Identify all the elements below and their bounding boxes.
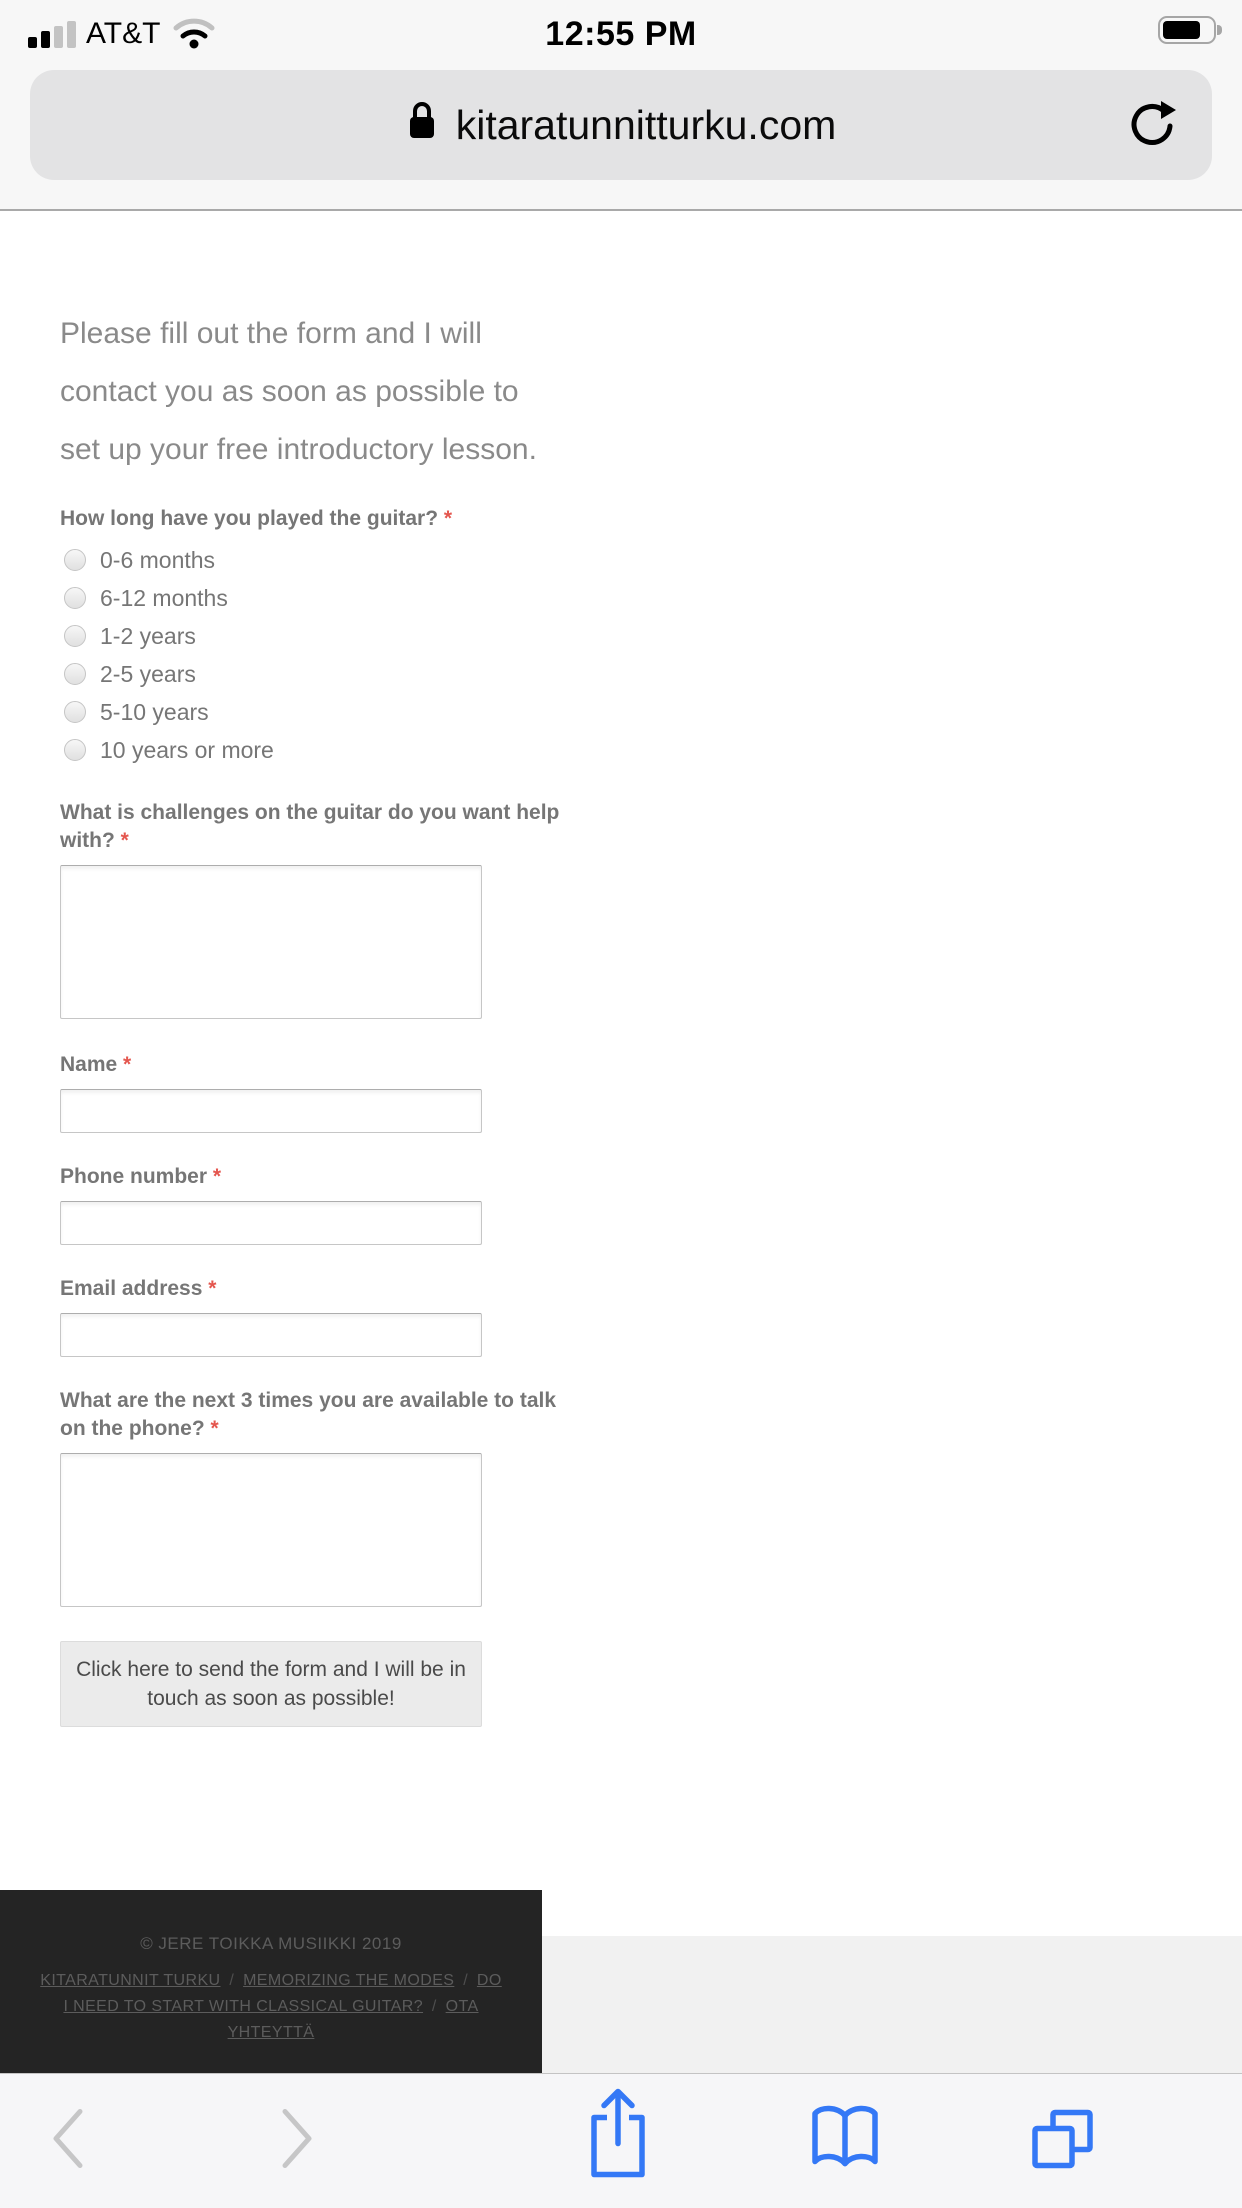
submit-button-line1: Click here to send the form and I will be in [76, 1658, 466, 1681]
footer-link-kitaratunnit-turku[interactable]: KITARATUNNIT TURKU [40, 1972, 221, 1989]
submit-button[interactable] [60, 1641, 482, 1727]
footer-link-separator: / [229, 1972, 235, 1989]
experience-question-text: How long have you played the guitar? [60, 507, 439, 530]
radio-option-label: 0-6 months [100, 546, 216, 573]
radio-button-icon[interactable] [64, 663, 86, 685]
experience-radio-group [60, 541, 482, 769]
reload-icon[interactable] [1124, 98, 1178, 152]
required-asterisk: * [120, 829, 129, 852]
phone-label [60, 1163, 560, 1191]
experience-question-label [60, 505, 560, 533]
radio-option-6-12-months[interactable] [60, 579, 482, 617]
required-asterisk: * [443, 507, 453, 530]
forward-icon[interactable] [279, 2108, 315, 2175]
back-icon[interactable] [50, 2108, 86, 2175]
carrier-label: AT&T [86, 17, 161, 50]
clock-label: 12:55 PM [545, 14, 697, 53]
radio-option-label: 1-2 years [100, 622, 196, 649]
bookmarks-icon[interactable] [806, 2104, 884, 2179]
radio-button-icon[interactable] [64, 625, 86, 647]
share-icon[interactable] [582, 2086, 654, 2187]
tabs-icon[interactable] [1028, 2105, 1096, 2178]
availability-question-text: What are the next 3 times you are available to talk on the phone? [60, 1389, 557, 1440]
required-asterisk: * [210, 1417, 219, 1440]
address-bar[interactable] [30, 70, 1212, 180]
submit-button-line2: touch as soon as possible! [147, 1687, 395, 1710]
radio-option-1-2-years[interactable] [60, 617, 482, 655]
radio-option-label: 5-10 years [100, 698, 209, 725]
phone-input[interactable] [60, 1201, 482, 1245]
footer-link-classical-guitar[interactable]: DO I NEED TO START WITH CLASSICAL GUITAR? [63, 1972, 502, 2015]
radio-option-10-years-or-more[interactable] [60, 731, 482, 769]
radio-option-0-6-months[interactable] [60, 541, 482, 579]
footer-link-memorizing-the-modes[interactable]: MEMORIZING THE MODES [243, 1972, 455, 1989]
radio-option-label: 10 years or more [100, 736, 274, 763]
name-input[interactable] [60, 1089, 482, 1133]
site-footer [0, 1890, 542, 2073]
challenges-question-text: What is challenges on the guitar do you want help with? [60, 801, 560, 852]
footer-link-ota-yhteytta[interactable]: OTA YHTEYTTÄ [227, 1998, 479, 2041]
name-label [60, 1051, 560, 1079]
radio-option-label: 2-5 years [100, 660, 196, 687]
availability-textarea[interactable] [60, 1453, 482, 1607]
web-page [0, 213, 1242, 1936]
email-label-text: Email address [60, 1277, 203, 1300]
intro-text: Please fill out the form and I will contact you as soon as possible to set up your free introductory lesson. [60, 317, 537, 466]
email-label [60, 1275, 560, 1303]
safari-bottom-toolbar [0, 2073, 1242, 2208]
browser-chrome [0, 0, 1242, 211]
footer-link-separator: / [431, 1998, 437, 2015]
required-asterisk: * [212, 1165, 222, 1188]
radio-option-2-5-years[interactable] [60, 655, 482, 693]
battery-icon [1158, 16, 1216, 44]
radio-button-icon[interactable] [64, 739, 86, 761]
url-text: kitaratunnitturku.com [455, 101, 837, 148]
required-asterisk: * [123, 1053, 132, 1076]
status-bar [0, 0, 1242, 62]
footer-link-separator: / [463, 1972, 469, 1989]
lock-icon [406, 100, 438, 147]
radio-option-label: 6-12 months [100, 584, 228, 611]
email-input[interactable] [60, 1313, 482, 1357]
availability-question-label [60, 1387, 560, 1443]
name-label-text: Name [60, 1053, 118, 1076]
required-asterisk: * [208, 1277, 217, 1300]
phone-label-text: Phone number [60, 1165, 208, 1188]
radio-button-icon[interactable] [64, 701, 86, 723]
challenges-textarea[interactable] [60, 865, 482, 1019]
radio-option-5-10-years[interactable] [60, 693, 482, 731]
copyright-text: © JERE TOIKKA MUSIIKKI 2019 [140, 1934, 402, 1953]
footer-links [36, 1968, 506, 2046]
challenges-question-label [60, 799, 560, 855]
radio-button-icon[interactable] [64, 587, 86, 609]
radio-button-icon[interactable] [64, 549, 86, 571]
